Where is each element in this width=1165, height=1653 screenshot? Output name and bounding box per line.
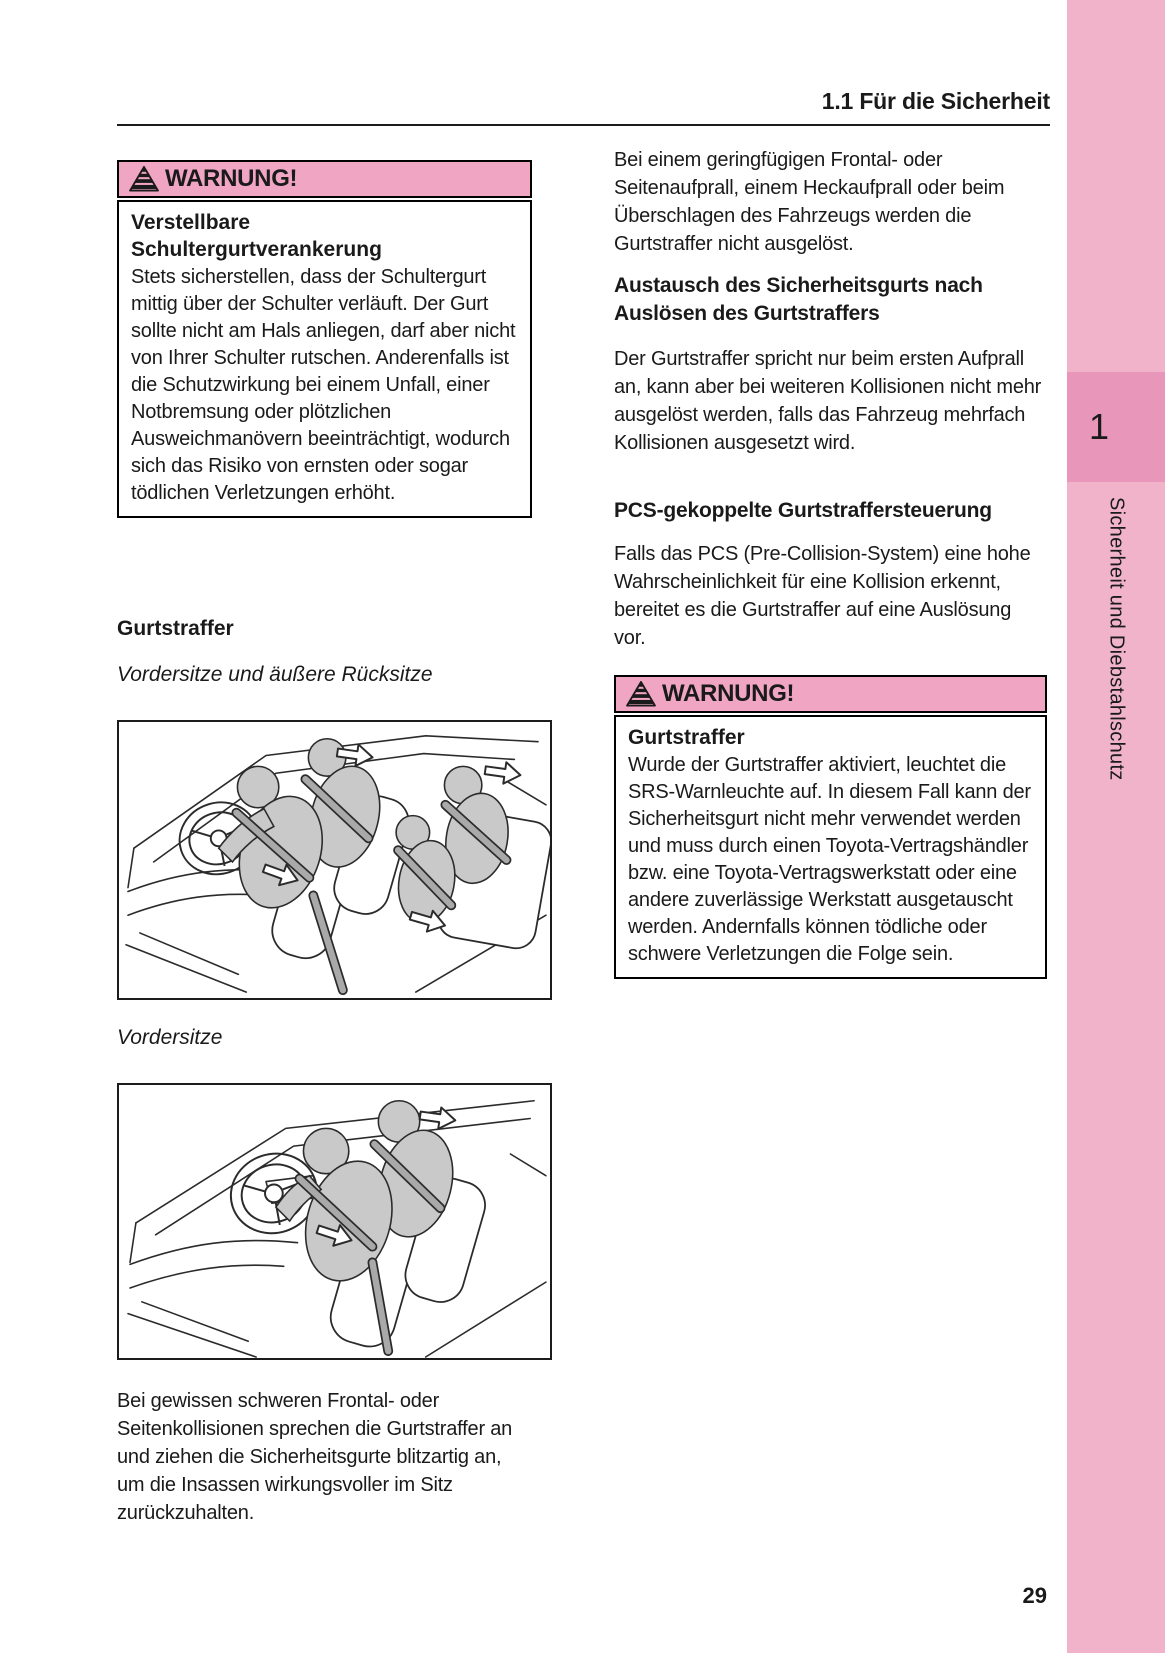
heading-pcs-control: PCS-gekoppelte Gurtstraffersteuerung xyxy=(614,499,992,522)
page-number: 29 xyxy=(1022,1583,1047,1608)
heading-belt-replacement: Austausch des Sicherheitsgurts nach Auslösen des Gurtstraffers xyxy=(614,274,983,325)
chapter-title-vertical: Sicherheit und Diebstahlschutz xyxy=(1105,497,1128,781)
seatbelt-pretensioner-illustration-4-seats xyxy=(119,722,550,998)
figure-2-caption: Vordersitze xyxy=(117,1026,223,1049)
warning-label: WARNUNG! xyxy=(662,680,795,707)
warning-text: Stets sicherstellen, dass der Schultergurt mittig über der Schulter verläuft. Der Gurt sollte nicht am Hals anliegen, darf aber nicht von Ihrer Schulter rutschen. Anderenfalls ist die Schutzwirkung bei einem Unfall, einer Notbremsung oder plötzlichen Ausweichmanövern beeinträchtigt, wodurch sich das Risiko von ernsten oder sogar tödlichen Verletzungen erhöht. xyxy=(131,266,516,504)
header-divider xyxy=(117,124,1050,126)
warning-body xyxy=(614,715,1047,979)
figure-1-caption: Vordersitze und äußere Rücksitze xyxy=(117,663,433,686)
figure-front-seats xyxy=(117,1083,552,1360)
section-heading-gurtstraffer: Gurtstraffer xyxy=(117,617,234,640)
closing-paragraph: Bei gewissen schweren Frontal- oder Seitenkollisionen sprechen die Gurtstraffer an und ziehen die Sicherheitsgurte blitzartig an, um die Insassen wirkungsvoller im Sitz zurückzuhalten. xyxy=(117,1390,513,1524)
warning-header xyxy=(614,675,1047,713)
warning-triangle-icon xyxy=(129,166,159,192)
chapter-number-tab xyxy=(1067,372,1165,482)
chapter-sidebar xyxy=(1067,0,1165,1653)
warning-heading: Gurtstraffer xyxy=(628,726,745,749)
warning-box-shoulder-anchor xyxy=(117,160,532,518)
chapter-title-wrap xyxy=(1067,497,1165,781)
seatbelt-pretensioner-illustration-front-seats xyxy=(119,1085,550,1358)
warning-heading: Verstellbare Schultergurtverankerung xyxy=(131,211,382,261)
warning-box-pretensioner xyxy=(614,675,1047,979)
paragraph-first-impact: Der Gurtstraffer spricht nur beim ersten Aufprall an, kann aber bei weiteren Kollisionen nicht mehr ausgelöst werden, falls das Fahrzeug mehrfach Kollisionen ausgesetzt wird. xyxy=(614,348,1042,454)
warning-text: Wurde der Gurtstraffer aktiviert, leuchtet die SRS-Warnleuchte auf. In diesem Fall kann der Sicherheitsgurt nicht mehr verwendet werden und muss durch einen Toyota-Vertragshändler bzw. eine Toyota-Vertragswerkstatt oder eine andere zuverlässige Werkstatt ausgetauscht werden. Andernfalls können tödliche oder schwere Verletzungen die Folge sein. xyxy=(628,754,1031,965)
chapter-number: 1 xyxy=(1089,406,1110,447)
paragraph-pcs: Falls das PCS (Pre-Collision-System) eine hohe Wahrscheinlichkeit für eine Kollision erkennt, bereitet es die Gurtstraffer auf eine Auslösung vor. xyxy=(614,543,1031,649)
warning-body xyxy=(117,200,532,518)
figure-front-and-rear-seats xyxy=(117,720,552,1000)
warning-triangle-icon xyxy=(626,681,656,707)
page-header-title: 1.1 Für die Sicherheit xyxy=(821,88,1050,114)
paragraph-minor-collisions: Bei einem geringfügigen Frontal- oder Seitenaufprall, einem Heckaufprall oder beim Überschlagen des Fahrzeugs werden die Gurtstraffer nicht ausgelöst. xyxy=(614,149,1005,255)
warning-label: WARNUNG! xyxy=(165,165,298,192)
warning-header xyxy=(117,160,532,198)
